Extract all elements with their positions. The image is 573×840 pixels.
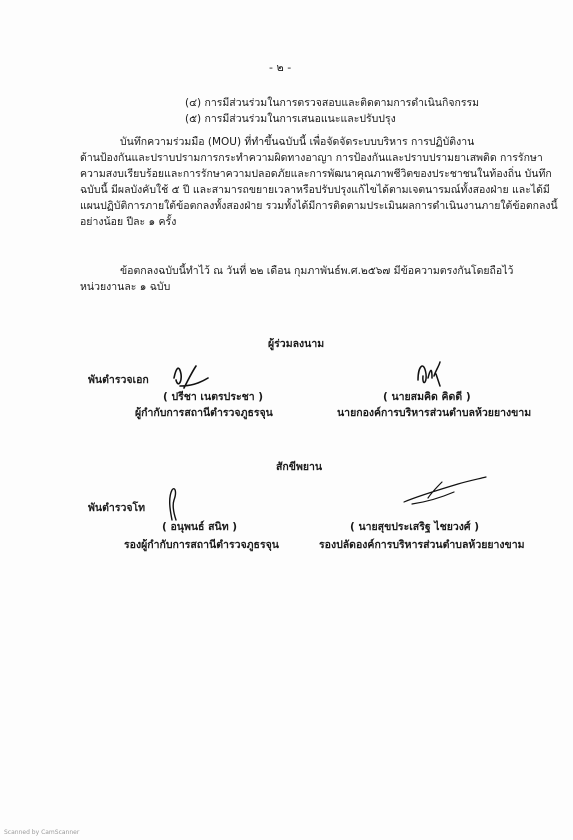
signatory-name-left-bottom: ( อนุพนธ์ สนิท )	[162, 521, 238, 533]
paragraph-line: หน่วยงานละ ๑ ฉบับ	[80, 281, 171, 293]
signatory-rank-left-bottom: พันตำรวจโท	[88, 502, 146, 514]
agreement-paragraph	[80, 263, 514, 295]
signatory-rank-left-top: พันตำรวจเอก	[88, 374, 149, 386]
paragraph-line: แผนปฏิบัติการภายใต้ข้อตกลงทั้งสองฝ่าย รวมทั้งได้มีการติดตามประเมินผลการดำเนินงานภายใต้ข้อตกลงนี้	[80, 200, 558, 212]
signature-left-bottom	[160, 482, 186, 524]
paragraph-line: บันทึกความร่วมมือ (MOU) ที่ทำขึ้นฉบับนี้ เพื่อจัดจัดระบบบริหาร การปฏิบัติงาน	[120, 136, 475, 148]
signature-right-bottom	[398, 472, 490, 510]
paragraph-line: ฉบับนี้ มีผลบังคับใช้ ๕ ปี และสามารถขยายเวลาหรือปรับปรุงแก้ไขได้ตามเจตนารมณ์ทั้งสองฝ่าย และได้มี	[80, 184, 550, 196]
scanner-watermark: Scanned by CamScanner	[4, 829, 80, 836]
signature-left-top	[166, 358, 212, 394]
page-number: - ๒ -	[269, 61, 292, 74]
list-item-4: (๔) การมีส่วนร่วมในการตรวจสอบและติดตามการดำเนินกิจกรรม	[185, 97, 480, 109]
witness-heading: สักขีพยาน	[276, 461, 323, 473]
paragraph-line: ด้านป้องกันและปราบปรามการกระทำความผิดทางอาญา การป้องกันและปราบปรามยาเสพติด การรักษา	[80, 152, 543, 164]
signatory-position-left-top: ผู้กำกับการสถานีตำรวจภูธรจุน	[135, 407, 273, 419]
signature-right-top	[410, 352, 446, 394]
paragraph-line: ความสงบเรียบร้อยและการรักษาความปลอดภัยและการพัฒนาคุณภาพชีวิตของประชาชนในท้องถิ่น บันทึก	[80, 168, 552, 180]
list-item-5: (๕) การมีส่วนร่วมในการเสนอแนะและปรับปรุง	[185, 113, 396, 125]
signatory-name-right-bottom: ( นายสุขประเสริฐ ไชยวงศ์ )	[350, 521, 479, 533]
signatory-name-right-top: ( นายสมคิด คิดดี )	[383, 391, 471, 403]
co-signers-heading: ผู้ร่วมลงนาม	[268, 338, 325, 350]
signatory-name-left-top: ( ปรีชา เนตรประชา )	[163, 391, 264, 403]
signatory-position-right-bottom: รองปลัดองค์การบริหารส่วนตำบลห้วยยางขาม	[319, 539, 525, 551]
signatory-position-right-top: นายกองค์การบริหารส่วนตำบลห้วยยางขาม	[337, 407, 532, 419]
paragraph-line: ข้อตกลงฉบับนี้ทำไว้ ณ วันที่ ๒๒ เดือน กุมภาพันธ์พ.ศ.๒๕๖๗ มีข้อความตรงกันโดยถือไว้	[120, 265, 514, 277]
paragraph-line: อย่างน้อย ปีละ ๑ ครั้ง	[80, 216, 177, 228]
body-paragraph	[80, 134, 558, 230]
signatory-position-left-bottom: รองผู้กำกับการสถานีตำรวจภูธรจุน	[124, 539, 279, 551]
